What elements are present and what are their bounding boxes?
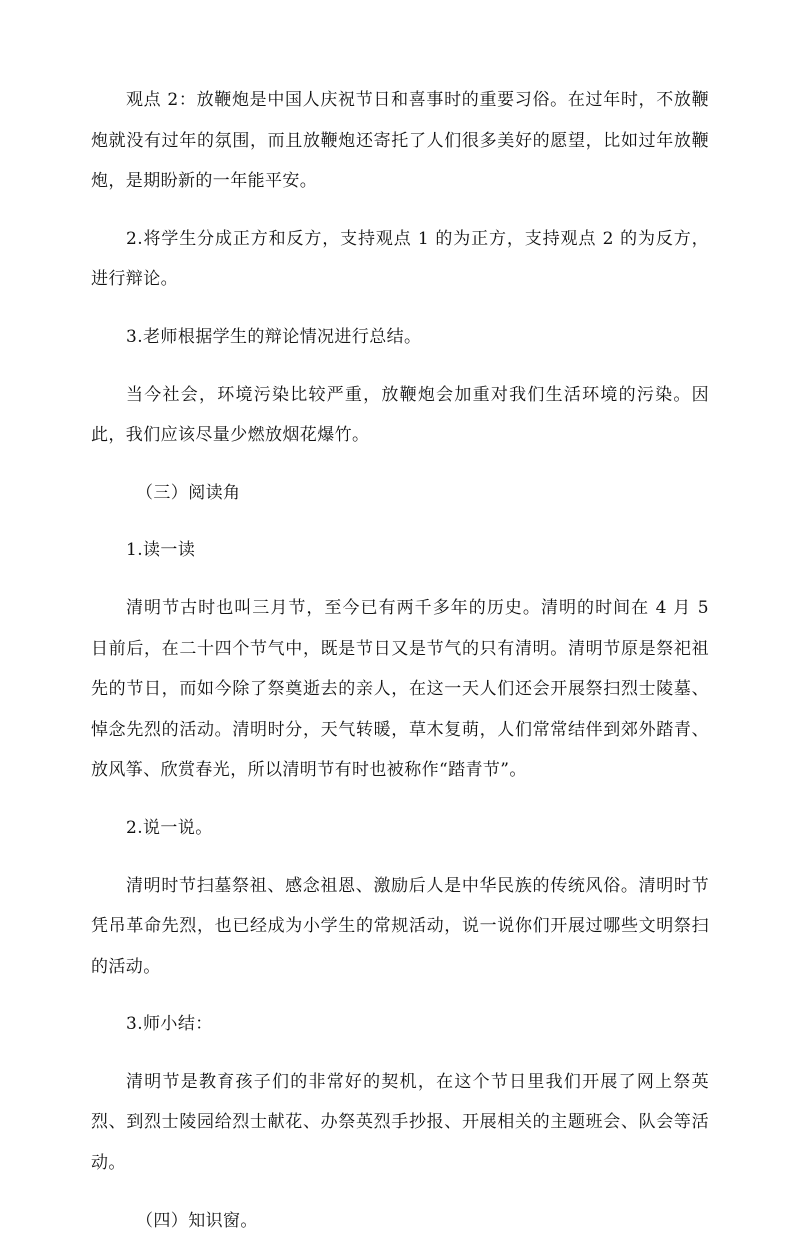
section-heading-knowledge-window: （四）知识窗。 [136, 1210, 258, 1231]
document-body [91, 80, 709, 1258]
paragraph-environment: 当今社会，环境污染比较严重，放鞭炮会加重对我们生活环境的污染。因此，我们应该尽量少燃放烟花爆竹。 [91, 384, 709, 446]
paragraph-qingming-custom: 清明时节扫墓祭祖、感念祖恩、激励后人是中华民族的传统风俗。清明时节凭吊革命先烈，也已经成为小学生的常规活动，说一说你们开展过哪些文明祭扫的活动。 [91, 875, 709, 977]
paragraph-qingming-intro: 清明节古时也叫三月节，至今已有两千多年的历史。清明的时间在 4 月 5 日前后，在二十四个节气中，既是节日又是节气的只有清明。清明节原是祭祀祖先的节日，而如今除了祭奠逝去的亲人，在这一天人们还会开展祭扫烈士陵墓、悼念先烈的活动。清明时分，天气转暖，草木复萌，人们常常结伴到郊外踏青、放风筝、欣赏春光，所以清明节有时也被称作“踏青节”。 [91, 597, 709, 781]
subheading-teacher-summary: 3.师小结： [126, 1014, 213, 1035]
section-heading-reading-corner: （三）阅读角 [136, 482, 241, 503]
paragraph-teacher-summary: 清明节是教育孩子们的非常好的契机，在这个节日里我们开展了网上祭英烈、到烈士陵园给烈士献花、办祭英烈手抄报、开展相关的主题班会、队会等活动。 [91, 1071, 709, 1174]
subheading-read: 1.读一读 [126, 540, 196, 561]
paragraph-debate-step: 2.将学生分成正方和反方，支持观点 1 的为正方，支持观点 2 的为反方，进行辩论。 [91, 228, 709, 290]
paragraph-summary-step: 3.老师根据学生的辩论情况进行总结。 [126, 326, 422, 347]
subheading-say: 2.说一说。 [126, 817, 213, 838]
paragraph-viewpoint-2: 观点 2：放鞭炮是中国人庆祝节日和喜事时的重要习俗。在过年时，不放鞭炮就没有过年的氛围，而且放鞭炮还寄托了人们很多美好的愿望，比如过年放鞭炮，是期盼新的一年能平安。 [91, 90, 709, 192]
